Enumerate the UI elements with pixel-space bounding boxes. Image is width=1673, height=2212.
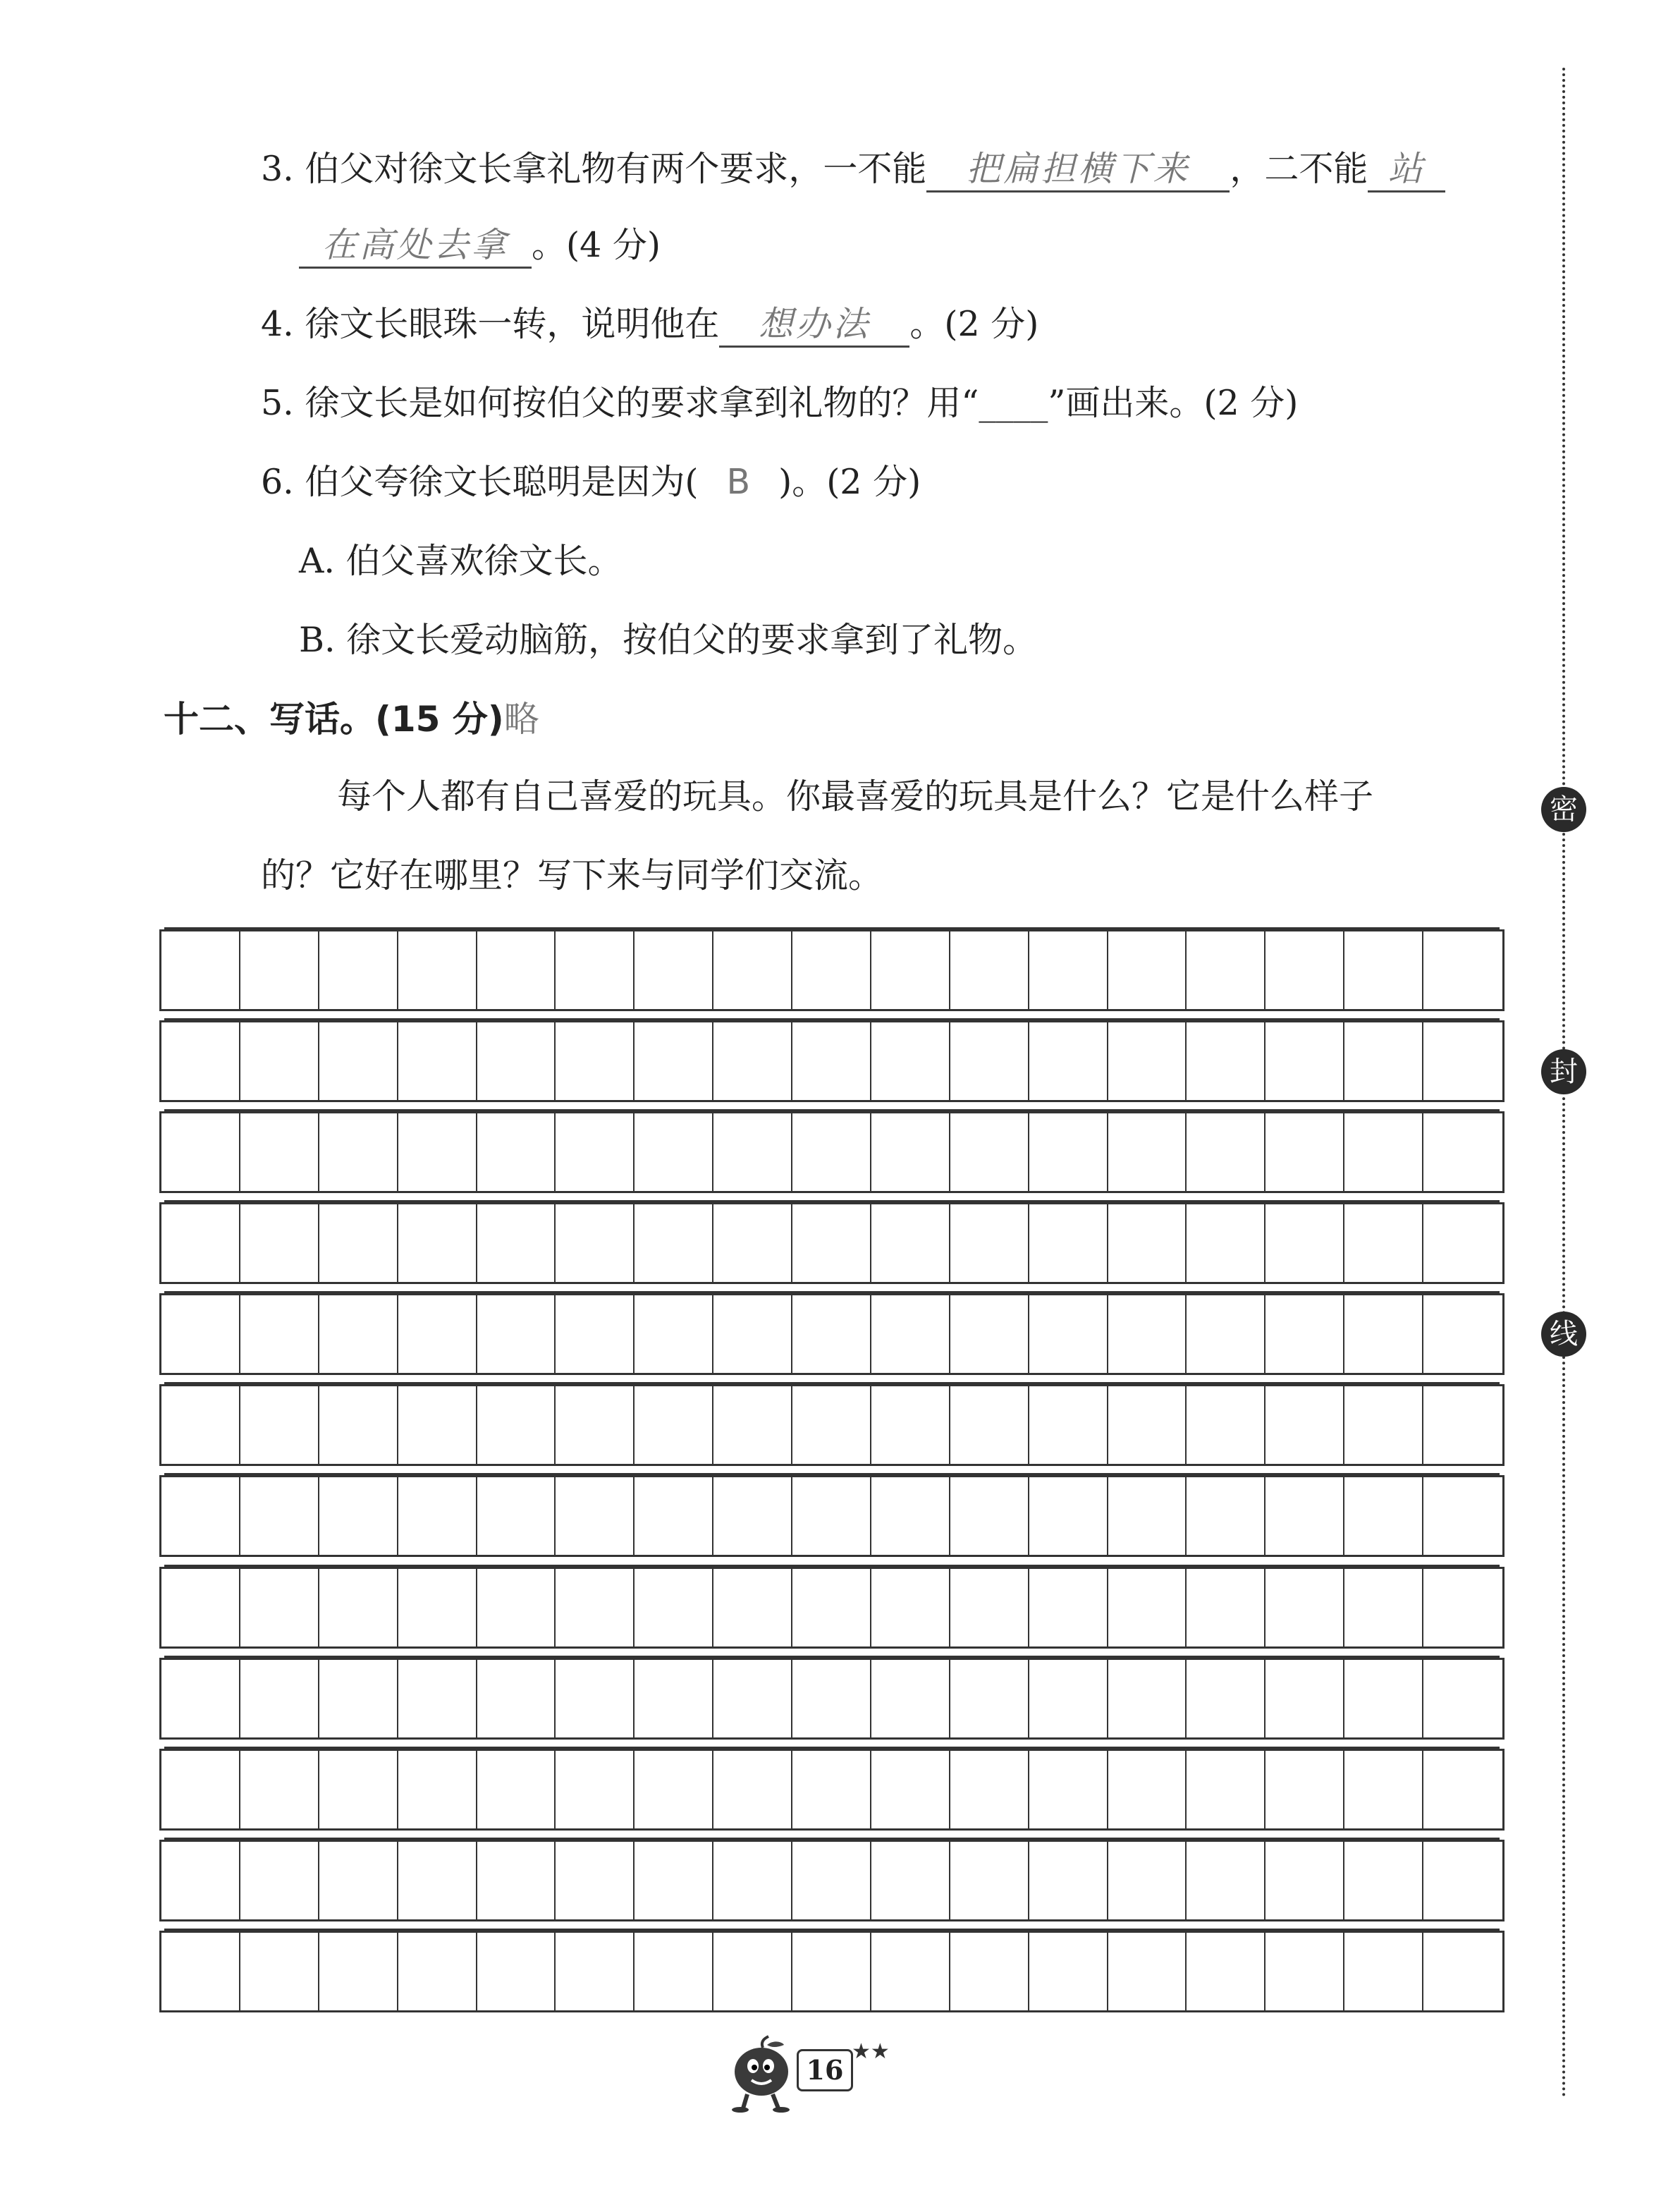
grid-cell <box>1029 1386 1108 1464</box>
grid-cell <box>713 931 792 1009</box>
grid-cell <box>556 1204 635 1282</box>
grid-cell <box>1266 1204 1344 1282</box>
grid-cell <box>556 1751 635 1828</box>
grid-cell <box>319 1933 398 2010</box>
grid-cell <box>240 1660 319 1737</box>
grid-cell <box>398 1933 477 2010</box>
grid-cell <box>477 931 556 1009</box>
grid-cell <box>1344 1477 1423 1555</box>
grid-cell <box>792 931 871 1009</box>
grid-cell <box>477 1295 556 1373</box>
question-4-text-b: 。(2 分) <box>909 304 1039 344</box>
grid-cell <box>635 1569 713 1646</box>
question-3-text-a: 3. 伯父对徐文长拿礼物有两个要求，一不能 <box>261 149 927 189</box>
grid-cell <box>319 1477 398 1555</box>
grid-cell <box>1187 1022 1266 1100</box>
grid-cell <box>871 1113 950 1191</box>
grid-cell <box>1029 1113 1108 1191</box>
question-5: 5. 徐文长是如何按伯父的要求拿到礼物的？用“____”画出来。(2 分) <box>261 383 1299 423</box>
grid-cell <box>240 1204 319 1282</box>
grid-cell <box>1344 1660 1423 1737</box>
grid-cell <box>1187 1660 1266 1737</box>
grid-row <box>159 1020 1505 1102</box>
grid-cell <box>1029 1660 1108 1737</box>
page-number: 16 <box>797 2049 853 2091</box>
grid-cell <box>871 1842 950 1919</box>
grid-cell <box>1344 1933 1423 2010</box>
question-3-text-c: 。(4 分) <box>532 225 661 265</box>
grid-cell <box>477 1569 556 1646</box>
grid-row <box>159 1111 1505 1193</box>
grid-cell <box>1266 1022 1344 1100</box>
grid-cell <box>319 931 398 1009</box>
grid-cell <box>1029 1295 1108 1373</box>
grid-cell <box>1029 1022 1108 1100</box>
grid-cell <box>477 1204 556 1282</box>
grid-cell <box>1108 931 1187 1009</box>
grid-cell <box>1108 1477 1187 1555</box>
grid-cell <box>161 1204 240 1282</box>
grid-row <box>159 1475 1505 1557</box>
grid-cell <box>1423 1569 1502 1646</box>
grid-cell <box>556 1022 635 1100</box>
grid-row <box>159 1658 1505 1740</box>
grid-cell <box>792 1022 871 1100</box>
grid-cell <box>713 1204 792 1282</box>
grid-cell <box>1423 1660 1502 1737</box>
grid-cell <box>635 1842 713 1919</box>
question-3-answer1: 把扁担横下来 <box>926 148 1230 193</box>
grid-cell <box>477 1477 556 1555</box>
grid-cell <box>556 931 635 1009</box>
grid-cell <box>240 931 319 1009</box>
question-6-text-a: 6. 伯父夸徐文长聪明是因为( <box>261 462 699 502</box>
grid-cell <box>950 1933 1029 2010</box>
grid-row <box>159 1749 1505 1831</box>
grid-cell <box>1423 1204 1502 1282</box>
grid-cell <box>240 1477 319 1555</box>
question-4 <box>261 303 1038 348</box>
grid-row <box>159 1931 1505 2012</box>
grid-cell <box>950 931 1029 1009</box>
grid-cell <box>161 1569 240 1646</box>
grid-cell <box>1187 1933 1266 2010</box>
question-3-answer2-part2: 在高处去拿 <box>299 224 532 269</box>
grid-cell <box>1266 1295 1344 1373</box>
grid-cell <box>635 931 713 1009</box>
grid-cell <box>871 1569 950 1646</box>
question-6-option-a: A. 伯父喜欢徐文长。 <box>299 541 623 581</box>
grid-cell <box>556 1933 635 2010</box>
grid-row <box>159 1384 1505 1466</box>
grid-cell <box>556 1660 635 1737</box>
grid-cell <box>161 1933 240 2010</box>
grid-cell <box>161 1386 240 1464</box>
seal-mi: 密 <box>1541 787 1586 832</box>
grid-cell <box>240 1022 319 1100</box>
grid-cell <box>950 1660 1029 1737</box>
grid-cell <box>713 1477 792 1555</box>
grid-cell <box>1344 1751 1423 1828</box>
grid-cell <box>556 1569 635 1646</box>
grid-cell <box>319 1751 398 1828</box>
question-3-line1 <box>261 148 1445 193</box>
section-12-heading <box>164 698 539 740</box>
grid-cell <box>1029 931 1108 1009</box>
grid-cell <box>398 931 477 1009</box>
section-12-note: 略 <box>503 699 539 740</box>
question-6-answer: B <box>726 462 751 502</box>
grid-cell <box>477 1660 556 1737</box>
grid-cell <box>1108 1295 1187 1373</box>
question-6-option-b: B. 徐文长爱动脑筋，按伯父的要求拿到了礼物。 <box>299 620 1038 660</box>
grid-cell <box>713 1113 792 1191</box>
grid-cell <box>1344 1295 1423 1373</box>
grid-cell <box>1108 1751 1187 1828</box>
grid-cell <box>871 1751 950 1828</box>
grid-cell <box>871 1386 950 1464</box>
grid-cell <box>240 1842 319 1919</box>
grid-cell <box>240 1295 319 1373</box>
grid-cell <box>792 1569 871 1646</box>
grid-cell <box>1423 1477 1502 1555</box>
grid-cell <box>713 1022 792 1100</box>
grid-cell <box>1266 1386 1344 1464</box>
grid-cell <box>398 1751 477 1828</box>
grid-cell <box>319 1022 398 1100</box>
grid-cell <box>1266 1933 1344 2010</box>
grid-cell <box>792 1204 871 1282</box>
grid-cell <box>1344 1113 1423 1191</box>
grid-cell <box>1344 1204 1423 1282</box>
grid-row <box>159 1293 1505 1375</box>
grid-cell <box>161 1113 240 1191</box>
grid-cell <box>1423 1022 1502 1100</box>
grid-cell <box>1266 1569 1344 1646</box>
grid-cell <box>950 1204 1029 1282</box>
grid-cell <box>556 1113 635 1191</box>
grid-cell <box>1423 1295 1502 1373</box>
grid-cell <box>950 1842 1029 1919</box>
grid-cell <box>1187 1295 1266 1373</box>
grid-cell <box>635 1751 713 1828</box>
grid-cell <box>1029 1842 1108 1919</box>
grid-row <box>159 929 1505 1011</box>
grid-cell <box>635 1386 713 1464</box>
grid-cell <box>161 1022 240 1100</box>
grid-cell <box>635 1477 713 1555</box>
grid-cell <box>1266 1842 1344 1919</box>
apple-mascot-icon <box>726 2035 797 2113</box>
grid-cell <box>1187 1751 1266 1828</box>
question-3-answer2-part1: 站 <box>1368 148 1445 193</box>
grid-cell <box>477 1113 556 1191</box>
grid-cell <box>1029 1204 1108 1282</box>
grid-cell <box>635 1113 713 1191</box>
grid-cell <box>161 1660 240 1737</box>
grid-cell <box>1108 1933 1187 2010</box>
grid-cell <box>477 1022 556 1100</box>
grid-cell <box>161 931 240 1009</box>
grid-cell <box>319 1386 398 1464</box>
grid-cell <box>1266 1113 1344 1191</box>
grid-cell <box>1187 931 1266 1009</box>
grid-cell <box>319 1569 398 1646</box>
grid-cell <box>1187 1113 1266 1191</box>
grid-row <box>159 1202 1505 1284</box>
grid-cell <box>635 1022 713 1100</box>
grid-cell <box>319 1204 398 1282</box>
question-4-answer: 想办法 <box>719 303 909 348</box>
grid-cell <box>240 1386 319 1464</box>
writing-grid <box>159 929 1505 2012</box>
grid-cell <box>950 1295 1029 1373</box>
grid-cell <box>1108 1022 1187 1100</box>
grid-cell <box>319 1295 398 1373</box>
grid-cell <box>1266 1751 1344 1828</box>
grid-cell <box>477 1933 556 2010</box>
grid-cell <box>1266 931 1344 1009</box>
grid-cell <box>950 1113 1029 1191</box>
question-3-line2 <box>299 224 661 269</box>
grid-cell <box>556 1295 635 1373</box>
grid-cell <box>1108 1842 1187 1919</box>
grid-cell <box>871 1022 950 1100</box>
question-4-text-a: 4. 徐文长眼珠一转，说明他在 <box>261 304 720 344</box>
grid-cell <box>477 1842 556 1919</box>
grid-cell <box>556 1477 635 1555</box>
grid-cell <box>398 1022 477 1100</box>
grid-cell <box>1108 1386 1187 1464</box>
grid-cell <box>1187 1842 1266 1919</box>
grid-cell <box>1187 1477 1266 1555</box>
star-icons: ★★ <box>852 2039 890 2064</box>
grid-cell <box>240 1113 319 1191</box>
grid-cell <box>792 1113 871 1191</box>
grid-cell <box>635 1933 713 2010</box>
grid-cell <box>871 1477 950 1555</box>
grid-cell <box>1108 1569 1187 1646</box>
grid-cell <box>871 1660 950 1737</box>
grid-cell <box>398 1477 477 1555</box>
grid-cell <box>1266 1477 1344 1555</box>
grid-cell <box>240 1751 319 1828</box>
grid-cell <box>792 1842 871 1919</box>
grid-row <box>159 1567 1505 1649</box>
grid-cell <box>713 1569 792 1646</box>
seal-feng: 封 <box>1541 1049 1586 1094</box>
grid-cell <box>792 1660 871 1737</box>
grid-cell <box>713 1751 792 1828</box>
grid-cell <box>398 1295 477 1373</box>
grid-cell <box>398 1386 477 1464</box>
footer <box>726 2035 895 2113</box>
grid-cell <box>792 1295 871 1373</box>
grid-cell <box>1029 1751 1108 1828</box>
grid-cell <box>240 1933 319 2010</box>
question-6-text-b: )。(2 分) <box>778 462 921 502</box>
section-12-prompt-line1: 每个人都有自己喜爱的玩具。你最喜爱的玩具是什么？它是什么样子 <box>337 776 1374 817</box>
grid-cell <box>871 931 950 1009</box>
grid-cell <box>240 1569 319 1646</box>
grid-cell <box>635 1660 713 1737</box>
section-12-title: 十二、写话。(15 分) <box>164 699 504 740</box>
grid-cell <box>1423 1386 1502 1464</box>
grid-cell <box>477 1386 556 1464</box>
grid-cell <box>1029 1477 1108 1555</box>
grid-cell <box>950 1569 1029 1646</box>
grid-cell <box>713 1842 792 1919</box>
grid-cell <box>1108 1113 1187 1191</box>
grid-cell <box>1423 1842 1502 1919</box>
grid-cell <box>792 1477 871 1555</box>
grid-cell <box>950 1477 1029 1555</box>
grid-cell <box>713 1295 792 1373</box>
grid-cell <box>161 1477 240 1555</box>
grid-cell <box>477 1751 556 1828</box>
grid-cell <box>1187 1569 1266 1646</box>
grid-cell <box>1108 1204 1187 1282</box>
grid-cell <box>398 1569 477 1646</box>
grid-cell <box>1029 1933 1108 2010</box>
grid-cell <box>398 1660 477 1737</box>
grid-cell <box>1423 1933 1502 2010</box>
grid-cell <box>556 1842 635 1919</box>
grid-cell <box>1029 1569 1108 1646</box>
grid-cell <box>1108 1660 1187 1737</box>
grid-cell <box>792 1933 871 2010</box>
seal-xian: 线 <box>1541 1312 1586 1357</box>
grid-cell <box>1344 1386 1423 1464</box>
grid-cell <box>950 1386 1029 1464</box>
grid-cell <box>1266 1660 1344 1737</box>
grid-cell <box>871 1933 950 2010</box>
grid-cell <box>1423 1751 1502 1828</box>
grid-cell <box>1423 931 1502 1009</box>
grid-cell <box>792 1386 871 1464</box>
question-3-text-b: ，二不能 <box>1230 149 1368 189</box>
grid-cell <box>161 1751 240 1828</box>
grid-cell <box>319 1113 398 1191</box>
grid-cell <box>871 1204 950 1282</box>
grid-cell <box>950 1022 1029 1100</box>
grid-cell <box>398 1842 477 1919</box>
question-6 <box>261 461 921 503</box>
grid-cell <box>792 1751 871 1828</box>
grid-cell <box>161 1842 240 1919</box>
section-12-prompt-line2: 的？它好在哪里？写下来与同学们交流。 <box>261 855 883 896</box>
grid-cell <box>1187 1204 1266 1282</box>
grid-cell <box>1344 1569 1423 1646</box>
grid-cell <box>1423 1113 1502 1191</box>
grid-cell <box>1344 931 1423 1009</box>
grid-row <box>159 1840 1505 1921</box>
grid-cell <box>319 1842 398 1919</box>
grid-cell <box>713 1660 792 1737</box>
grid-cell <box>635 1295 713 1373</box>
grid-cell <box>319 1660 398 1737</box>
grid-cell <box>713 1386 792 1464</box>
grid-cell <box>398 1113 477 1191</box>
grid-cell <box>1344 1022 1423 1100</box>
grid-cell <box>1344 1842 1423 1919</box>
grid-cell <box>1187 1386 1266 1464</box>
grid-cell <box>950 1751 1029 1828</box>
grid-cell <box>713 1933 792 2010</box>
grid-cell <box>398 1204 477 1282</box>
grid-cell <box>161 1295 240 1373</box>
grid-cell <box>635 1204 713 1282</box>
grid-cell <box>871 1295 950 1373</box>
grid-cell <box>556 1386 635 1464</box>
